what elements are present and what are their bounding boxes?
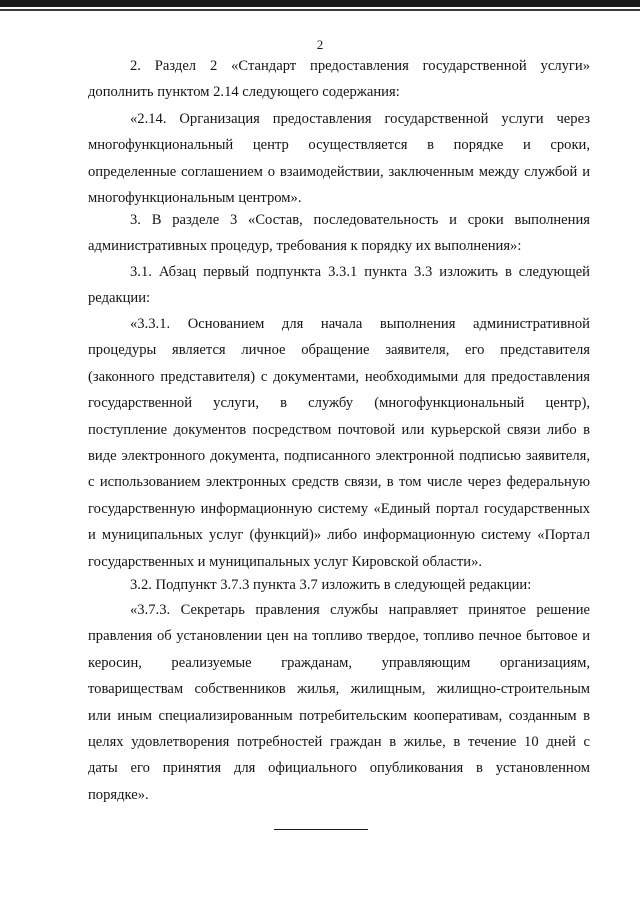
paragraph-line: (законного представителя) с документами, необходимыми для предоставления	[88, 368, 590, 385]
paragraph-line: 3.2. Подпункт 3.7.3 пункта 3.7 изложить в следующей редакции:	[130, 577, 532, 593]
paragraph-line: с использованием электронных средств связи, в том числе через федеральную	[88, 474, 590, 491]
paragraph-line: многофункциональный центр осуществляется в порядке и сроки,	[88, 137, 590, 154]
paragraph-section3-amendment	[88, 207, 590, 260]
paragraph-line: поступление документов посредством почтовой или курьерской связи либо в	[88, 421, 590, 438]
paragraph-line: «3.3.1. Основанием для начала выполнения административной	[130, 316, 590, 332]
paragraph-line: многофункциональным центром».	[88, 190, 302, 207]
closing-separator-line	[274, 829, 368, 830]
paragraph-line: 3.1. Абзац первый подпункта 3.3.1 пункта 3.3 изложить в следующей	[130, 264, 590, 280]
paragraph-line: редакции:	[88, 290, 151, 307]
paragraph-line: государственной услуги, в службу (многофункциональный центр),	[88, 395, 590, 412]
paragraph-line: процедуры является личное обращение заявителя, его представителя	[88, 342, 590, 359]
paragraph-3-1	[88, 259, 590, 312]
paragraph-line: керосин, реализуемые гражданам, управляющим организациям,	[88, 654, 590, 671]
paragraph-line: «2.14. Организация предоставления государственной услуги через	[130, 111, 590, 127]
paragraph-line: и муниципальных услуг (функций)» либо информационную систему «Портал	[88, 527, 590, 544]
paragraph-line: порядке».	[88, 786, 149, 803]
paragraph-line: дополнить пунктом 2.14 следующего содержания:	[88, 84, 400, 101]
top-border-rule	[0, 0, 640, 7]
paragraph-line: товариществам собственников жилья, жилищным, жилищно-строительным	[88, 681, 590, 698]
paragraph-clause-2-14	[88, 106, 590, 212]
page-number: 2	[316, 37, 324, 52]
paragraph-clause-3-7-3	[88, 597, 590, 808]
paragraph-line: государственных и муниципальных услуг Кировской области».	[88, 553, 483, 570]
paragraph-line: или иным специализированным потребительским кооперативам, созданным в	[88, 707, 590, 724]
paragraph-3-2	[88, 572, 590, 598]
paragraph-line: 3. В разделе 3 «Состав, последовательность и сроки выполнения	[130, 212, 590, 228]
paragraph-line: даты его принятия для официального опубликования в установленном	[88, 760, 590, 777]
paragraph-clause-3-3-1	[88, 311, 590, 575]
paragraph-line: виде электронного документа, подписанного электронной подписью заявителя,	[88, 448, 590, 465]
paragraph-line: административных процедур, требования к порядку их выполнения»:	[88, 238, 522, 255]
paragraph-line: целях удовлетворения потребностей граждан в жилье, в течение 10 дней с	[88, 734, 590, 751]
paragraph-line: государственную информационную систему «Единый портал государственных	[88, 500, 590, 517]
paragraph-line: определенные соглашением о взаимодействии, заключенным между службой и	[88, 163, 590, 180]
top-border-rule-thin	[0, 9, 640, 11]
paragraph-line: 2. Раздел 2 «Стандарт предоставления государственной услуги»	[130, 58, 590, 74]
paragraph-line: «3.7.3. Секретарь правления службы направляет принятое решение	[130, 602, 590, 618]
paragraph-section2-amendment	[88, 53, 590, 106]
paragraph-line: правления об установлении цен на топливо твердое, топливо печное бытовое и	[88, 628, 590, 645]
